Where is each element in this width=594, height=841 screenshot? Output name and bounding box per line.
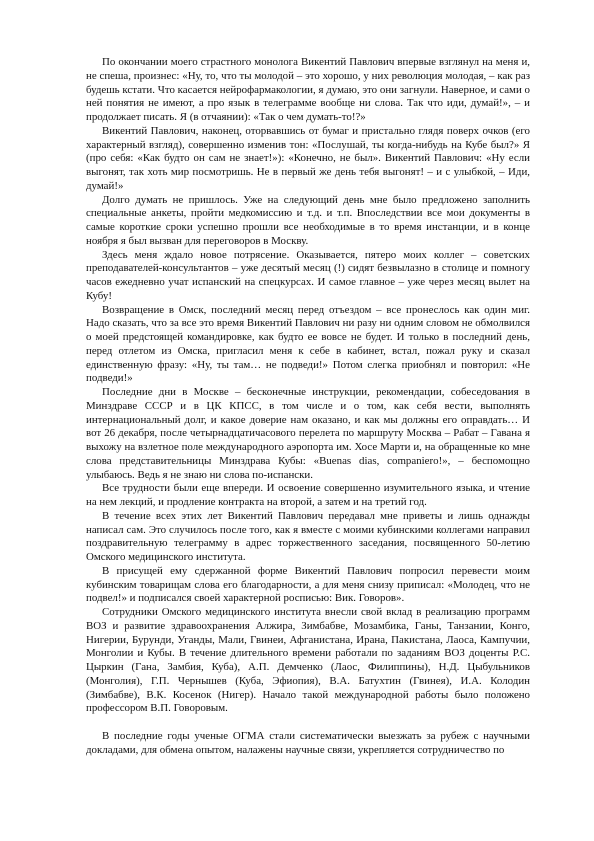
paragraph-3: Долго думать не пришлось. Уже на следующий день мне было предложено заполнить специальные анкеты, пройти медкомиссию и т.д. и т.п. Впоследствии все мои документы в самые короткие сроки успешно прошли все необходимые в то время инстанции, и в конце ноября я был вызван для переговоров в Москву.	[86, 193, 530, 247]
paragraph-2: Викентий Павлович, наконец, оторвавшись от бумаг и пристально глядя поверх очков (его характерный взгляд), совершенно изменив тон: «Послушай, ты когда-нибудь на Кубе был?» Я (про себя: «Как будто он сам не знает!»): «Конечно, не был». Викентий Павлович: «Ну если выгонят, так хоть мир посмотришь. Не в первый же день тебя выгонят! – и с улыбкой, – Иди, думай!»	[86, 124, 530, 192]
paragraph-11: В последние годы ученые ОГМА стали систематически выезжать за рубеж с научными докладами, для обмена опытом, налажены научные связи, укрепляется сотрудничество по	[86, 729, 530, 756]
paragraph-4: Здесь меня ждало новое потрясение. Оказывается, пятеро моих коллег – советских преподавателей-консультантов – уже десятый месяц (!) сидят безвылазно в столице и помногу часов ежедневно учат испанский на спецкурсах. И самое главное – уже через месяц вылет на Кубу!	[86, 248, 530, 302]
paragraph-6: Последние дни в Москве – бесконечные инструкции, рекомендации, собеседования в Минздраве СССР и в ЦК КПСС, в том числе и о том, как себя вести, выполнять интернациональный долг, и какое доверие нам оказано, и как мы должны его оправдать… И вот 26 декабря, после четырнадцатичасового перелета по маршруту Москва – Рабат – Гавана я выхожу на взлетное поле международного аэропорта им. Хосе Марти и, на обращенные ко мне слова представительницы Минздрава Кубы: «Buenas dias, companiero!», – беспомощно улыбаюсь. Ведь я не знаю ни слова по-испански.	[86, 386, 530, 481]
paragraph-9: В присущей ему сдержанной форме Викентий Павлович попросил перевести моим кубинским товарищам слова его благодарности, а для меня снизу приписал: «Молодец, что не подвел!» и подписался своей характерной росписью: Вик. Говоров».	[86, 564, 530, 605]
paragraph-10: Сотрудники Омского медицинского института внесли свой вклад в реализацию программ ВОЗ и развитие здравоохранения Алжира, Зимбабве, Мозамбика, Ганы, Танзании, Конго, Нигерии, Бурунди, Уганды, Мали, Гвинеи, Афганистана, Ирана, Пакистана, Лаоса, Кампучии, Монголии и Кубы. В течение длительного времени работали по заданиям ВОЗ доценты Р.С. Цыркин (Гана, Замбия, Куба), А.П. Демченко (Лаос, Филиппины), Н.Д. Цыбульников (Монголия), Г.П. Чернышев (Куба, Эфиопия), В.А. Батухтин (Гвинея), И.А. Колодин (Зимбабве), В.К. Косенок (Нигер). Начало такой международной работы было положено профессором В.П. Говоровым.	[86, 606, 530, 715]
paragraph-7: Все трудности были еще впереди. И освоение совершенно изумительного языка, и чтение на нем лекций, и продление контракта на второй, а затем и на третий год.	[86, 482, 530, 508]
document-page	[86, 56, 530, 757]
paragraph-1: По окончании моего страстного монолога Викентий Павлович впервые взглянул на меня и, не спеша, произнес: «Ну, то, что ты молодой – это хорошо, у них революция молодая, – как раз будешь кстати. Что касается нейрофармакологии, я думаю, это они загнули. Наверное, и сами о ней понятия не имеют, а про язык в телеграмме вообще ни слова. Так что иди, думай!», – и продолжает писать. Я (в отчаянии): «Так о чем думать-то!?»	[86, 56, 530, 123]
paragraph-5: Возвращение в Омск, последний месяц перед отъездом – все пронеслось как один миг. Надо сказать, что за все это время Викентий Павлович ни разу ни одним словом не обмолвился о моей предстоящей командировке, как будто ее вовсе не будет. И только в последний день, перед отлетом из Омска, пригласил меня к себе в кабинет, встал, пожал руку и сказал единственную фразу: «Ну, ты там… не подведи!» Потом слегка приобнял и повторил: «Не подведи!»	[86, 303, 530, 385]
paragraph-8: В течение всех этих лет Викентий Павлович передавал мне приветы и лишь однажды написал сам. Это случилось после того, как я вместе с моими кубинскими коллегами направил поздравительную телеграмму в адрес торжественного заседания, посвященного 50-летию Омского медицинского института.	[86, 509, 530, 563]
